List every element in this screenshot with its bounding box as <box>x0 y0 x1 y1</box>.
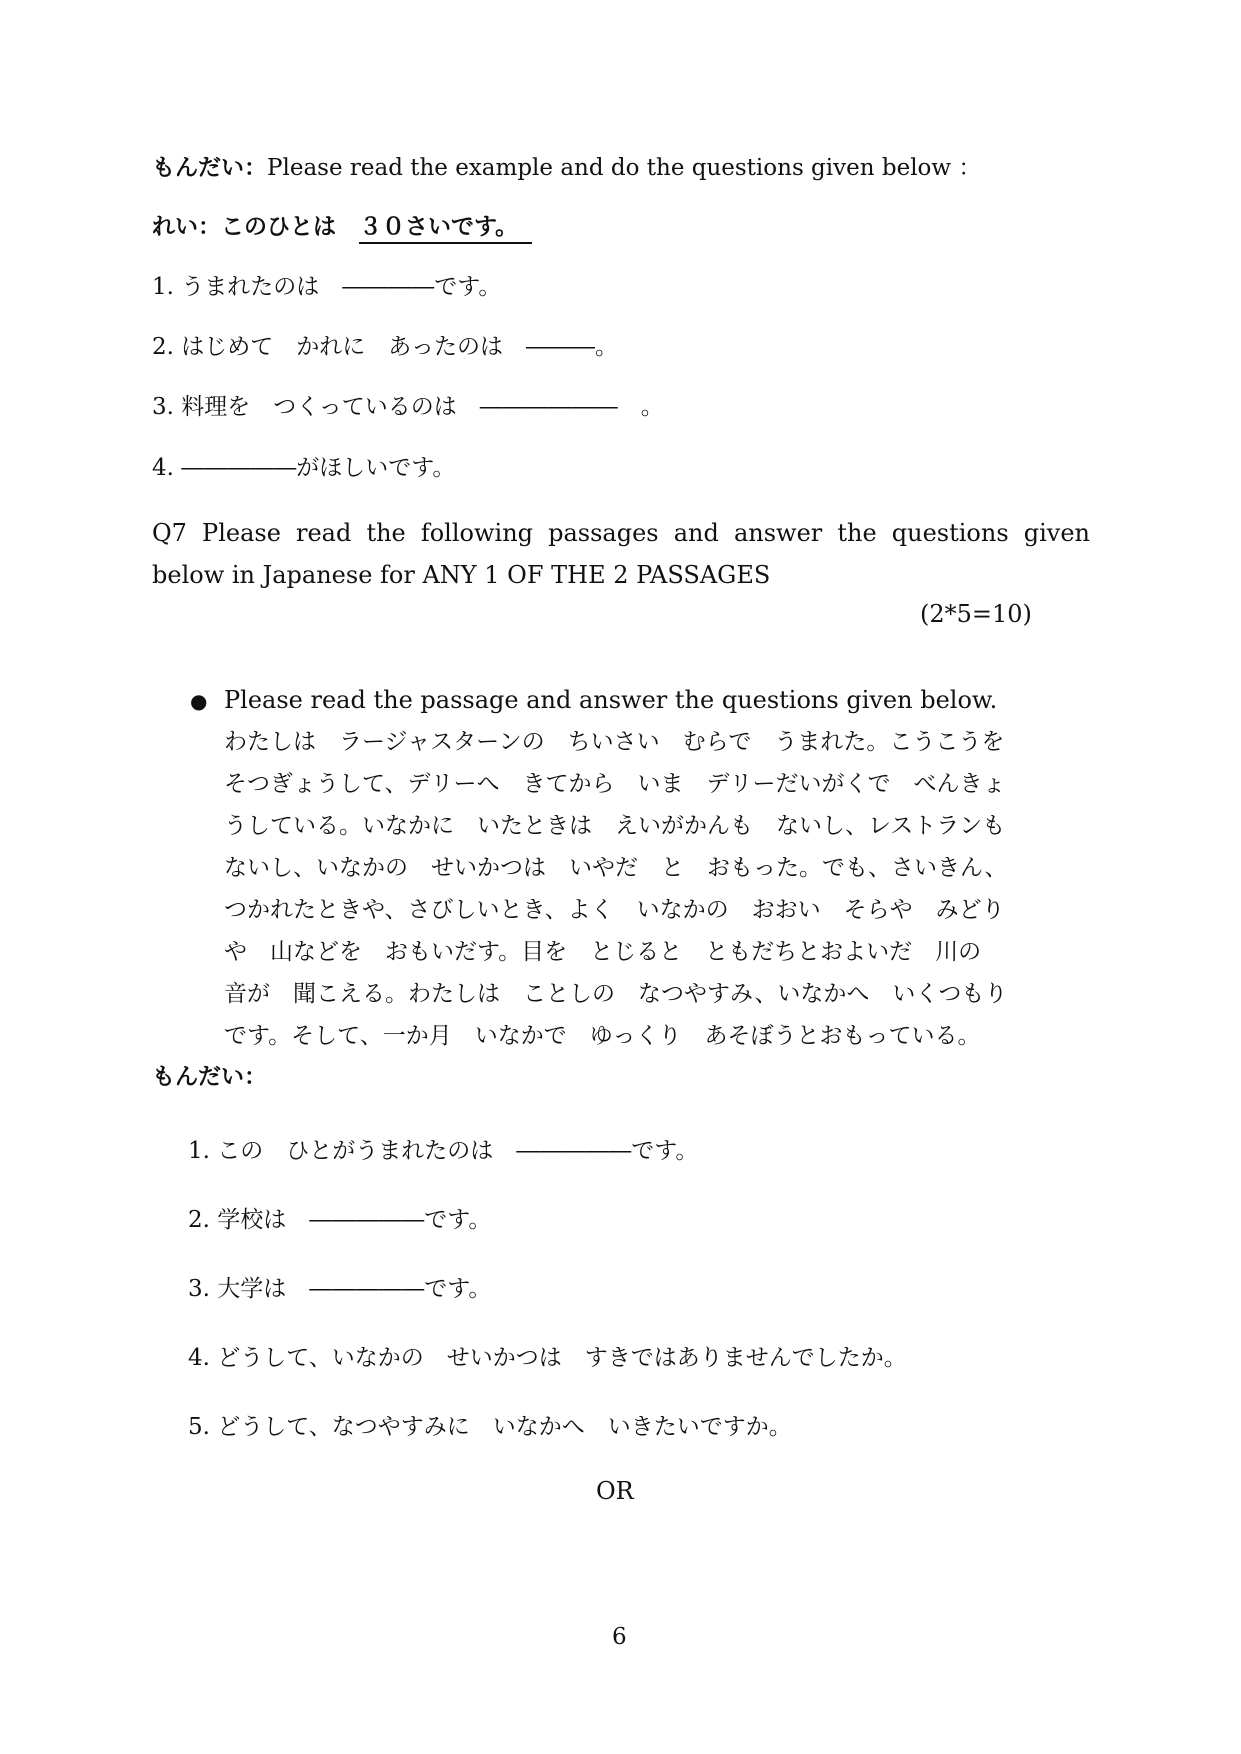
passage-line: うしている。いなかに いたときは えいがかんも ないし、レストランも <box>224 813 1006 839</box>
bullet-icon: ● <box>190 689 208 713</box>
example-line <box>152 212 532 242</box>
exercise-item-4: 4. ―――――がほしいです。 <box>152 455 456 481</box>
passage-line: や 山などを おもいだす。目を とじると ともだちとおよいだ 川の <box>224 939 982 965</box>
instruction-line <box>152 153 981 183</box>
question-item-3: 3. 大学は ―――――です。 <box>188 1276 492 1302</box>
passage-line: 音が 聞こえる。わたしは ことしの なつやすみ、いなかへ いくつもり <box>224 981 1008 1007</box>
questions-label: もんだい： <box>152 1063 267 1090</box>
exercise-item-1: 1. うまれたのは ――――です。 <box>152 274 502 300</box>
passage-line: ないし、いなかの せいかつは いやだ と おもった。でも、さいきん、 <box>224 855 1008 881</box>
passage-line: です。そして、一か月 いなかで ゆっくり あそぼうとおもっている。 <box>224 1023 981 1049</box>
question-item-4: 4. どうして、いなかの せいかつは すきではありませんでしたか。 <box>188 1345 907 1371</box>
exercise-item-3: 3. 料理を つくっているのは ―――――― 。 <box>152 394 664 420</box>
passage-line: わたしは ラージャスターンの ちいさい むらで うまれた。こうこうを <box>224 729 1005 755</box>
instruction-en: Please read the example and do the questions given below ： <box>267 155 982 181</box>
or-separator: OR <box>596 1477 634 1505</box>
question-item-1: 1. この ひとがうまれたのは ―――――です。 <box>188 1138 699 1164</box>
question-item-5: 5. どうして、なつやすみに いなかへ いきたいですか。 <box>188 1414 792 1440</box>
exercise-item-2: 2. はじめて かれに あったのは ―――。 <box>152 334 619 360</box>
passage-body <box>224 721 1090 1057</box>
example-label: れい：このひとは <box>152 213 336 240</box>
page-number: 6 <box>612 1624 627 1650</box>
instruction-jp: もんだい： <box>152 154 267 181</box>
passage-heading: Please read the passage and answer the questions given below. <box>224 686 998 714</box>
q7-instruction: Q7 Please read the following passages and answer the questions given below in Japanese for ANY 1 OF THE 2 PASSAGES <box>152 519 1090 589</box>
passage-line: そつぎょうして、デリーへ きてから いま デリーだいがくで べんきょ <box>224 771 1006 797</box>
q7-marks: (2*5=10) <box>920 600 1032 628</box>
passage-line: つかれたときや、さびしいとき、よく いなかの おおい そらや みどり <box>224 897 1005 923</box>
question-item-2: 2. 学校は ―――――です。 <box>188 1207 492 1233</box>
example-answer: ３０さいです。 <box>359 213 532 244</box>
